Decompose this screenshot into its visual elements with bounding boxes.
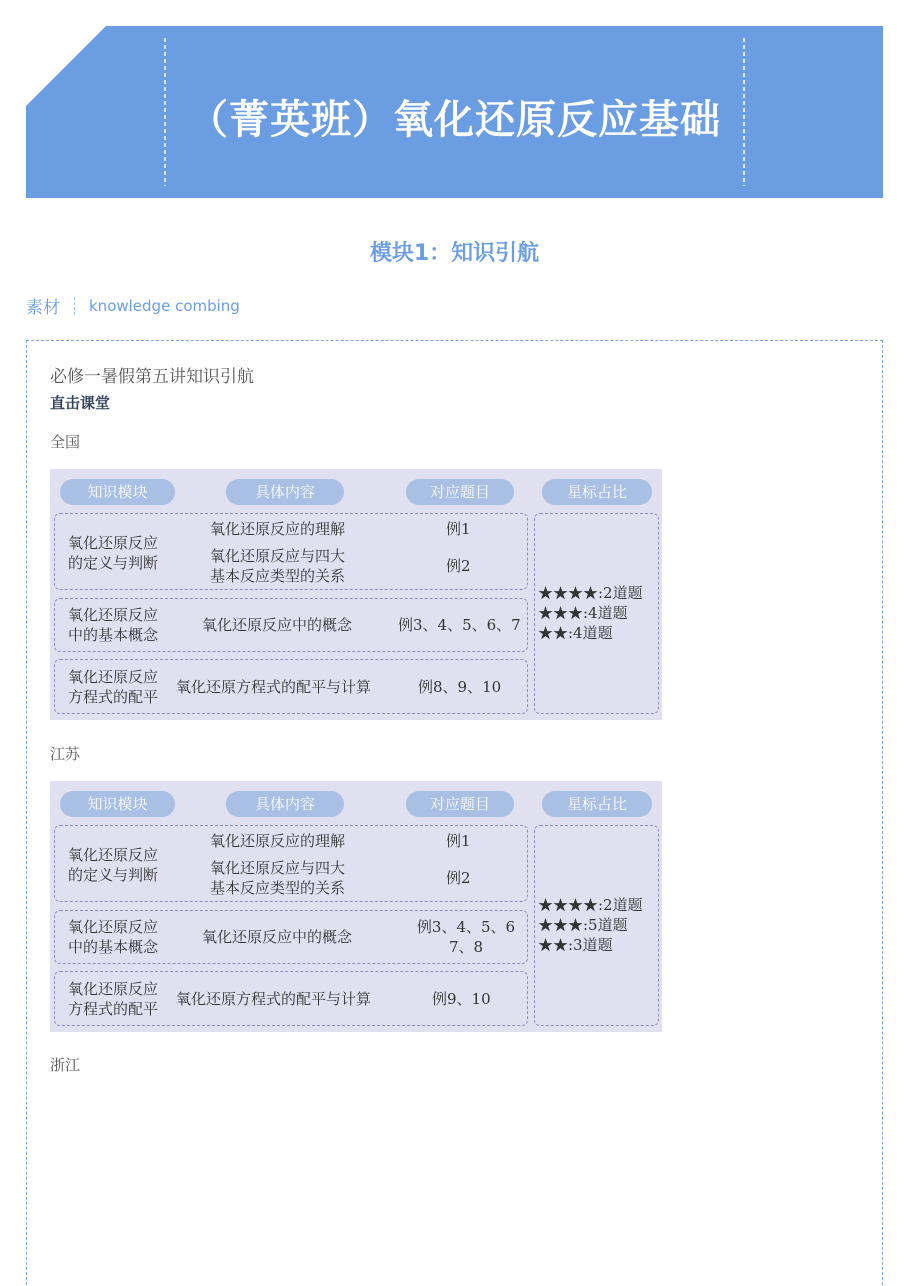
stars-line: ★★★★:2道题 [538,896,643,914]
content-cell: 氧化还原方程式的配平与计算 [176,678,372,696]
examples-cell: 例9、10 [432,990,491,1008]
module-title: 模块1：知识引航 [369,241,540,266]
module-cell: 氧化还原反应 的定义与判断 [68,846,159,884]
doc-subheading: 直击课堂 [50,394,111,412]
examples-cell: 例3、4、5、6 7、8 [416,918,516,956]
column-header: 知识模块 [60,791,175,817]
stars-line: ★★:3道题 [538,936,613,954]
region-label-jiangsu: 江苏 [50,745,81,763]
column-header: 星标占比 [542,791,652,817]
stars-line: ★★★:5道题 [538,916,628,934]
knowledge-table-jiangsu [50,781,662,1032]
examples-cell: 例8、9、10 [418,678,502,696]
doc-heading: 必修一暑假第五讲知识引航 [50,367,254,387]
content-cell: 氧化还原反应与四大 基本反应类型的关系 [210,547,346,585]
module-cell: 氧化还原反应 中的基本概念 [68,606,159,644]
section-divider [74,297,75,315]
content-cell: 氧化还原反应与四大 基本反应类型的关系 [210,859,346,897]
stars-line: ★★★★:2道题 [538,584,643,602]
examples-cell: 例2 [446,557,471,575]
section-label-en: knowledge combing [89,296,240,315]
examples-cell: 例1 [446,832,471,850]
content-cell: 氧化还原反应的理解 [210,520,346,538]
column-header: 星标占比 [542,479,652,505]
section-label [26,293,240,318]
content-cell: 氧化还原反应中的概念 [202,928,353,946]
content-cell: 氧化还原反应的理解 [210,832,346,850]
header-banner [26,26,883,198]
module-cell: 氧化还原反应 的定义与判断 [68,534,159,572]
content-cell: 氧化还原反应中的概念 [202,616,353,634]
column-header: 具体内容 [226,791,344,817]
stars-line: ★★★:4道题 [538,604,628,622]
section-label-cn: 素材 [26,298,60,318]
stars-line: ★★:4道题 [538,624,613,642]
column-header: 对应题目 [406,479,514,505]
knowledge-table-national [50,469,662,720]
page-title: （菁英班）氧化还原反应基础 [188,97,721,143]
content-cell: 氧化还原方程式的配平与计算 [176,990,372,1008]
module-cell: 氧化还原反应 中的基本概念 [68,918,159,956]
examples-cell: 例2 [446,869,471,887]
module-cell: 氧化还原反应 方程式的配平 [68,980,159,1018]
examples-cell: 例3、4、5、6、7 [398,616,521,634]
column-header: 具体内容 [226,479,344,505]
examples-cell: 例1 [446,520,471,538]
column-header: 对应题目 [406,791,514,817]
region-label-zhejiang: 浙江 [50,1056,81,1074]
column-header: 知识模块 [60,479,175,505]
module-cell: 氧化还原反应 方程式的配平 [68,668,159,706]
region-label-national: 全国 [50,433,81,451]
